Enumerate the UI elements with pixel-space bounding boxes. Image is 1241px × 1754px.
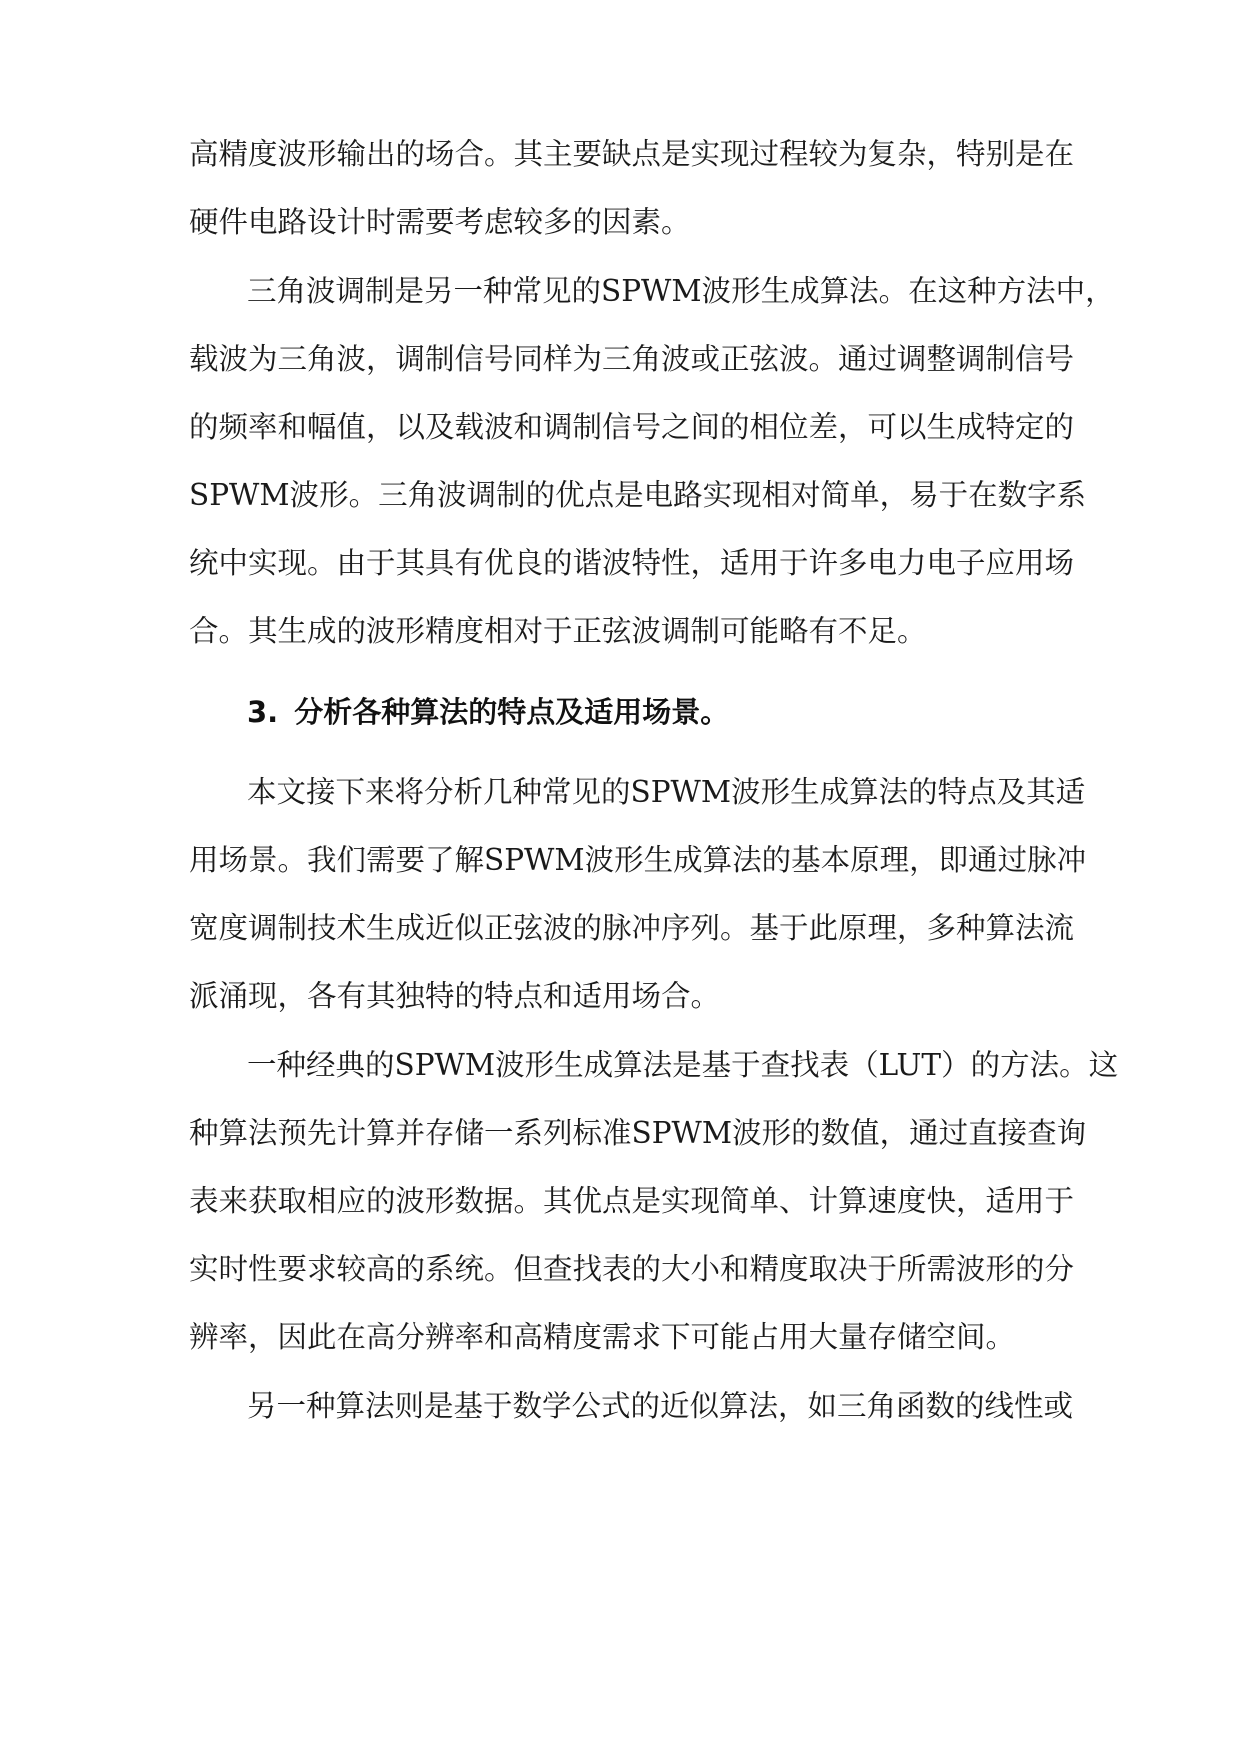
paragraph-3-line-4: 派涌现，各有其独特的特点和适用场合。 (189, 979, 721, 1013)
paragraph-2-line-2: 载波为三角波，调制信号同样为三角波或正弦波。通过调整调制信号 (189, 342, 1075, 376)
paragraph-4-line-2: 种算法预先计算并存储一系列标准SPWM波形的数值，通过直接查询 (189, 1116, 1087, 1150)
paragraph-4-line-1: 一种经典的SPWM波形生成算法是基于查找表（LUT）的方法。这 (247, 1048, 1119, 1082)
paragraph-2-line-3: 的频率和幅值，以及载波和调制信号之间的相位差，可以生成特定的 (189, 410, 1075, 444)
section-heading-title: 分析各种算法的特点及适用场景。 (294, 695, 730, 729)
section-heading-number: 3. (247, 695, 279, 729)
paragraph-1-line-2: 硬件电路设计时需要考虑较多的因素。 (189, 205, 691, 239)
paragraph-2-line-6: 合。其生成的波形精度相对于正弦波调制可能略有不足。 (189, 614, 927, 648)
paragraph-2-line-1: 三角波调制是另一种常见的SPWM波形生成算法。在这种方法中， (247, 274, 1115, 308)
paragraph-3-line-1: 本文接下来将分析几种常见的SPWM波形生成算法的特点及其适 (247, 775, 1086, 809)
paragraph-4-line-3: 表来获取相应的波形数据。其优点是实现简单、计算速度快，适用于 (189, 1184, 1075, 1218)
paragraph-3-line-3: 宽度调制技术生成近似正弦波的脉冲序列。基于此原理，多种算法流 (189, 911, 1075, 945)
paragraph-5-line-1: 另一种算法则是基于数学公式的近似算法，如三角函数的线性或 (247, 1389, 1074, 1423)
paragraph-4-line-4: 实时性要求较高的系统。但查找表的大小和精度取决于所需波形的分 (189, 1252, 1075, 1286)
paragraph-2-line-5: 统中实现。由于其具有优良的谐波特性，适用于许多电力电子应用场 (189, 546, 1075, 580)
paragraph-2-line-4: SPWM波形。三角波调制的优点是电路实现相对简单，易于在数字系 (189, 478, 1087, 512)
paragraph-3-line-2: 用场景。我们需要了解SPWM波形生成算法的基本原理，即通过脉冲 (189, 843, 1087, 877)
paragraph-4-line-5: 辨率，因此在高分辨率和高精度需求下可能占用大量存储空间。 (189, 1320, 1016, 1354)
section-heading (247, 692, 1051, 732)
paragraph-1-line-1: 高精度波形输出的场合。其主要缺点是实现过程较为复杂，特别是在 (189, 137, 1075, 171)
